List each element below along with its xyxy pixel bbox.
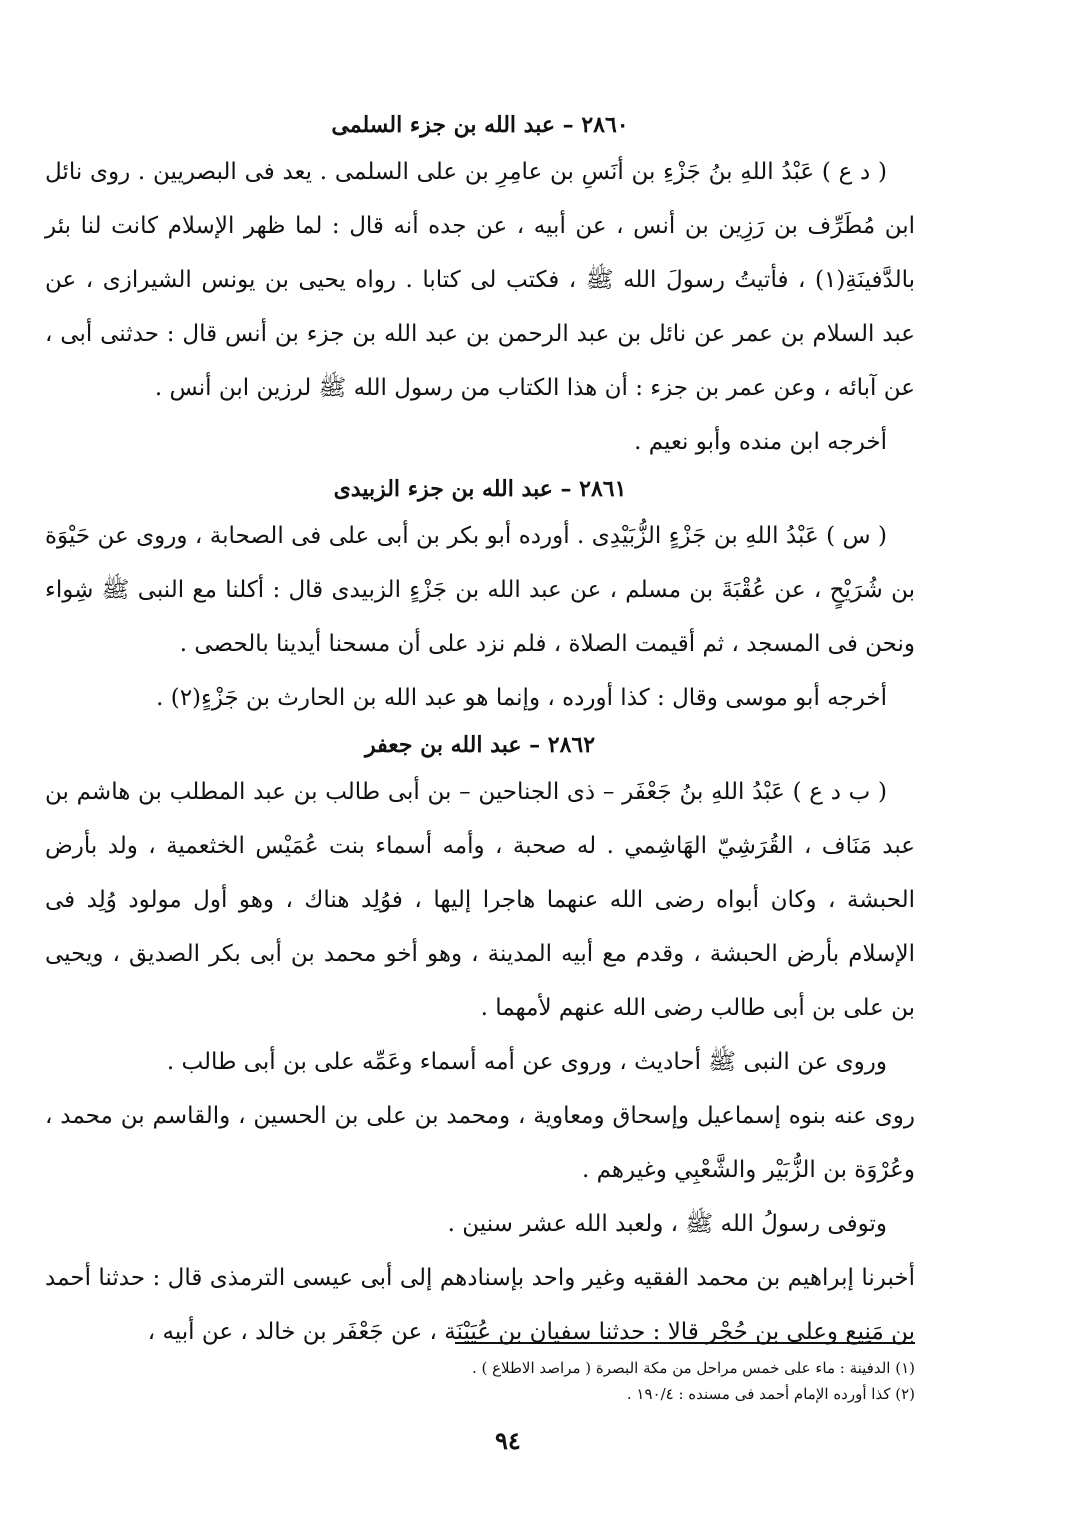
entry-paragraph: أخبرنا إبراهيم بن محمد الفقيه وغير واحد بإسنادهم إلى أبى عيسى الترمذى قال : حدثنا أحمد بن مَنِيع وعلى بن حُجْر قالا : حدثنا سفيان بن عُيَيْنَة ، عن جَعْفَر بن خالد ، عن أبيه ، <box>45 1265 915 1345</box>
entry-paragraph: ( ب د ع ) عَبْدُ اللهِ بنُ جَعْفَر – ذى الجناحين – بن أبى طالب بن عبد المطلب بن هاشم بن عبد مَنَاف ، القُرَشِيّ الهَاشِمي . له صحبة ، وأمه أسماء بنت عُمَيْس الخثعمية ، ولد بأرض الحبشة ، وكان أبواه رضى الله عنهما هاجرا إليها ، فوُلِد هناك ، وهو أول مولود وُلِد فى الإسلام بأرض الحبشة ، وقدم مع أبيه المدينة ، وهو أخو محمد بن أبى بكر الصديق ، ويحيى بن على بن أبى طالب رضى الله عنهم لأمهما . <box>45 779 915 1021</box>
entry-title: ٢٨٦١ – عبد الله بن جزء الزبيدى <box>333 476 627 502</box>
footnote: (٢) كذا أورده الإمام أحمد فى مسنده : ١٩٠/٤ . <box>626 1385 915 1403</box>
entry-paragraph: وتوفى رسولُ الله ﷺ ، ولعبد الله عشر سنين . <box>447 1211 887 1237</box>
entry-paragraph: روى عنه بنوه إسماعيل وإسحاق ومعاوية ، ومحمد بن على بن الحسين ، والقاسم بن محمد ، وعُرْوَة بن الزُّبَيْر والشَّعْبِي وغيرهم . <box>45 1103 915 1183</box>
entry-paragraph: ( س ) عَبْدُ اللهِ بن جَزْءٍ الزُّبَيْدِى . أورده أبو بكر بن أبى على فى الصحابة ، وروى عن حَيْوَة بن شُرَيْحٍ ، عن عُقْبَةَ بن مسلم ، عن عبد الله بن جَزْءٍ الزبيدى قال : أكلنا مع النبى ﷺ شِواء ونحن فى المسجد ، ثم أقيمت الصلاة ، فلم نزد على أن مسحنا أيدينا بالحصى . <box>45 523 915 657</box>
footnote-divider <box>455 1342 915 1344</box>
entry-title: ٢٨٦٢ – عبد الله بن جعفر <box>364 732 596 758</box>
entry-title: ٢٨٦٠ – عبد الله بن جزء السلمى <box>331 112 629 138</box>
entry-paragraph: ( د ع ) عَبْدُ اللهِ بنُ جَزْءِ بن أنَسِ بن عامِرِ بن على السلمى . يعد فى البصريين . روى نائل ابن مُطَرِّف بن رَزِين بن أنس ، عن أبيه ، عن جده أنه قال : لما ظهر الإسلام كانت لنا بئر بالدَّفينَةِ(١) ، فأتيتُ رسولَ الله ﷺ ، فكتب لى كتابا . رواه يحيى بن يونس الشيرازى ، عن عبد السلام بن عمر عن نائل بن عبد الرحمن بن عبد الله بن جزء بن أنس قال : حدثنى أبى ، عن آبائه ، وعن عمر بن جزء : أن هذا الكتاب من رسول الله ﷺ لرزين ابن أنس . <box>45 159 915 401</box>
entry-2861 <box>45 469 915 725</box>
entry-paragraph: وروى عن النبى ﷺ أحاديث ، وروى عن أمه أسماء وعَمِّه على بن أبى طالب . <box>166 1049 887 1075</box>
entry-paragraph: أخرجه أبو موسى وقال : كذا أورده ، وإنما هو عبد الله بن الحارث بن جَزْءٍ(٢) . <box>156 685 887 711</box>
footnotes <box>455 1355 915 1407</box>
footnote: (١) الدفينة : ماء على خمس مراحل من مكة البصرة ( مراصد الاطلاع ) . <box>471 1359 915 1377</box>
page-body <box>45 105 915 1359</box>
entry-paragraph: أخرجه ابن منده وأبو نعيم . <box>634 429 887 455</box>
page-number: ٩٤ <box>495 1426 521 1455</box>
entry-2862 <box>45 725 915 1359</box>
entry-2860 <box>45 105 915 469</box>
